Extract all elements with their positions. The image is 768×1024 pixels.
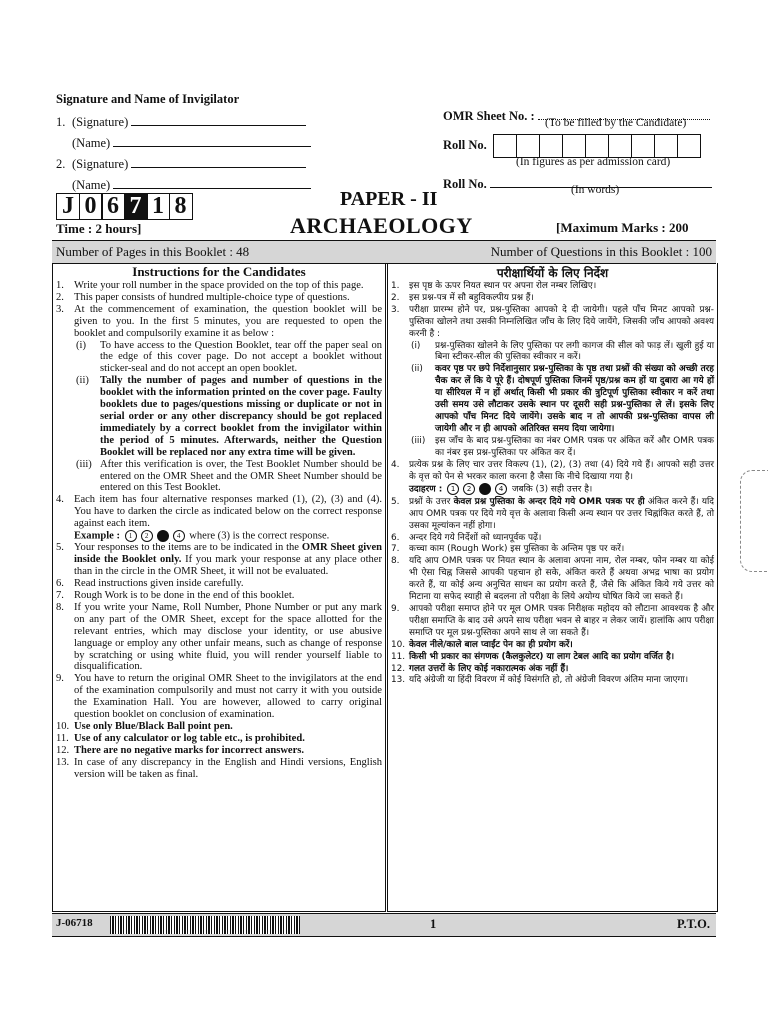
option-1-circle: 1 xyxy=(125,530,137,542)
list-item: 10. केवल नीले/काले बाल प्वाईंट पेन का ही प्रयोग करें। xyxy=(391,639,573,650)
hindi-heading: परीक्षार्थियों के लिए निर्देश xyxy=(496,266,609,280)
option-2-circle: 2 xyxy=(141,530,153,542)
list-item: 8. यदि आप OMR पत्रक पर नियत स्थान के अलावा अपना नाम, रोल नम्बर, फोन नम्बर या कोई भी ऐसा चिह्न जिससे आपकी पहचान हो सके, अंकित करते हैं अथवा अभद्र भाषा का प्रयोग करते हैं, या कोई अन्य अनुचित साधन का प्रयोग करते हैं, जैसे कि अंकित किये गये उत्तर को मिटाना या सफेद स्याही से बदलना तो परीक्षा के लिये अयोग्य घोषित किये जा सकते हैं। xyxy=(391,556,714,603)
option-3-filled-circle xyxy=(479,483,491,495)
list-item: 2. This paper consists of hundred multiple-choice type of questions. xyxy=(56,291,350,303)
list-item: 3. परीक्षा प्रारम्भ होने पर, प्रश्न-पुस्तिका आपको दे दी जायेगी। पहले पाँच मिनट आपको प्रश्न-पुस्तिका खोलने तथा उसकी निम्नलिखित जाँच के लिए दिये जायेंगे, जिसकी जाँच आपको अवश्य करनी है : (i) प्रश्न-पुस्तिका खोलने के लिए पुस्तिका पर लगी कागज की सील को फाड़ लें। खुली हुई या बिना स्टीकर-सील की पुस्तिका स्वीकार न करें। (ii) कवर पृष्ठ पर छपे निर्देशानुसार प्रश्न-पुस्तिका के पृष्ठ तथा प्रश्नों की संख्या को अच्छी तरह चैक कर लें कि ये पूरे हैं। दोषपूर्ण पुस्तिका जिनमें पृष्ठ/प्रश्न कम हों या दुबारा आ गये हों या सीरियल में न हों अर्थात् किसी भी प्रकार की त्रुटिपूर्ण पुस्तिका स्वीकार न करें तथा उसी समय उसे लौटाकर उसके स्थान पर दूसरी सही प्रश्न-पुस्तिका ले लें। इसके लिए आपको पाँच मिनट दिये जायेंगे। उसके बाद न तो आपकी प्रश्न-पुस्तिका वापस ली जायेगी और न ही आपको अतिरिक्त समय दिया जायेगा। (iii) इस जाँच के बाद प्रश्न-पुस्तिका का नंबर OMR पत्रक पर अंकित करें और OMR पत्रक का नंबर इस प्रश्न-पुस्तिका पर अंकित कर दें। xyxy=(391,304,714,458)
roll-words-note: (In words) xyxy=(571,184,620,196)
paper-title: PAPER - II xyxy=(340,188,438,210)
roll-no-boxes[interactable] xyxy=(494,134,701,158)
list-item: 12. There are no negative marks for incorrect answers. xyxy=(56,744,305,756)
list-item: 3. At the commencement of examination, the question booklet will be given to you. In the first 5 minutes, you are requested to open the booklet and compulsorily examine it as below : (i) To have access to the Question Booklet, tear off the paper seal on the edge of this cover page. Do not accept a booklet without sticker-seal and do not accept an open booklet. (ii) Tally the number of pages and number of questions in the booklet with the information printed on the cover page. Faulty booklets due to pages/questions missing or duplicate or not in serial order or any other discrepancy should be got replaced immediately by a correct booklet from the invigilator within the period of 5 minutes. Afterwards, neither the Question Booklet will be replaced nor any extra time will be given. (iii) After this verification is over, the Test Booklet Number should be entered on the OMR Sheet and the OMR Sheet Number should be entered on this Test Booklet. xyxy=(56,303,382,494)
signature-2-row: 2. (Signature) xyxy=(56,155,306,172)
omr-note: (To be filled by the Candidate) xyxy=(545,117,687,129)
footer-code: J-06718 xyxy=(56,917,93,929)
list-item: 9. You have to return the original OMR Sheet to the invigilators at the end of the examination compulsorily and must not carry it with you outside the Examination Hall. You are however, allowed to carry original question booklet on conclusion of examination. xyxy=(56,673,382,721)
list-item: 1. Write your roll number in the space provided on the top of this page. xyxy=(56,280,364,291)
list-item: 7. Rough Work is to be done in the end of this booklet. xyxy=(56,589,295,601)
max-marks: [Maximum Marks : 200 xyxy=(556,220,689,235)
list-item: 4. प्रत्येक प्रश्न के लिए चार उत्तर विकल्प (1), (2), (3) तथा (4) दिये गये हैं। आपको सही उत्तर के वृत्त को पेन से भरकर काला करना है जैसा कि नीचे दिखाया गया है। उदाहरण : 1 2 4 जबकि (3) सही उत्तर है। xyxy=(391,459,714,495)
roll-words-row: Roll No. xyxy=(443,175,712,192)
hindi-instructions xyxy=(387,263,718,912)
english-instructions xyxy=(52,263,386,912)
footer-bar xyxy=(52,913,716,937)
time-label: Time : 2 hours] xyxy=(56,221,142,236)
signature-2-line[interactable] xyxy=(131,155,306,168)
name-2-row: (Name) xyxy=(72,176,311,193)
signature-1-row: 1. (Signature) xyxy=(56,113,306,130)
page-number: 1 xyxy=(430,917,437,931)
list-item: 9. आपको परीक्षा समाप्त होने पर मूल OMR पत्रक निरीक्षक महोदय को लौटाना आवश्यक है और परीक्षा समाप्ति के बाद उसे अपने साथ परीक्षा भवन से बाहर न लेकर जायें। हालांकि आप परीक्षा समाप्ति पर मूल प्रश्न-पुस्तिका अपने साथ ले जा सकते हैं। xyxy=(391,603,714,638)
list-item: 13. In case of any discrepancy in the English and Hindi versions, English version will be taken as final. xyxy=(56,756,382,780)
roll-no-row: Roll No. xyxy=(443,134,701,158)
list-item: 12. गलत उत्तरों के लिए कोई नकारात्मक अंक नहीं हैं। xyxy=(391,663,569,674)
english-heading: Instructions for the Candidates xyxy=(132,264,306,279)
list-item: 13. यदि अंग्रेजी या हिंदी विवरण में कोई विसंगति हो, तो अंग्रेजी विवरण अंतिम माना जाएगा। xyxy=(391,675,689,686)
paper-code: J 0 6 7 1 8 xyxy=(56,193,191,220)
list-item: 5. प्रश्नों के उत्तर केवल प्रश्न पुस्तिका के अन्दर दिये गये OMR पत्रक पर ही अंकित करने हैं। यदि आप OMR पत्रक पर दिये गये वृत्त के अलावा किसी अन्य स्थान पर उत्तर चिह्नांकित करते हैं, तो उसका मूल्यांकन नहीं होगा। xyxy=(391,496,714,531)
list-item: 2. इस प्रश्न-पत्र में सौ बहुविकल्पीय प्रश्न हैं। xyxy=(391,292,534,303)
list-item: 1. इस पृष्ठ के ऊपर नियत स्थान पर अपना रोल नम्बर लिखिए। xyxy=(391,281,597,291)
list-item: 11. Use of any calculator or log table etc., is prohibited. xyxy=(56,732,305,744)
seal-tab[interactable] xyxy=(740,470,768,572)
roll-no-note: (In figures as per admission card) xyxy=(516,156,671,168)
booklet-info-bar xyxy=(52,240,716,264)
option-4-circle: 4 xyxy=(495,483,507,495)
option-1-circle: 1 xyxy=(447,483,459,495)
questions-count: Number of Questions in this Booklet : 100 xyxy=(490,244,712,259)
invigilator-heading: Signature and Name of Invigilator xyxy=(56,92,240,106)
pto-label: P.T.O. xyxy=(677,917,710,931)
list-item: 5. Your responses to the items are to be indicated in the OMR Sheet given inside the Booklet only. If you mark your response at any place other than in the circle in the OMR Sheet, it will not be evaluated. xyxy=(56,542,382,578)
name-2-line[interactable] xyxy=(113,176,311,189)
option-2-circle: 2 xyxy=(463,483,475,495)
signature-1-line[interactable] xyxy=(131,113,306,126)
subject-title: ARCHAEOLOGY xyxy=(290,213,473,238)
option-4-circle: 4 xyxy=(173,530,185,542)
list-item: 4. Each item has four alternative responses marked (1), (2), (3) and (4). You have to darken the circle as indicated below on the correct response against each item. Example : 1 2 4 where (3) is the correct response. xyxy=(56,494,382,542)
pages-count: Number of Pages in this Booklet : 48 xyxy=(56,244,250,259)
list-item: 10. Use only Blue/Black Ball point pen. xyxy=(56,720,233,732)
list-item: 8. If you write your Name, Roll Number, Phone Number or put any mark on any part of the OMR Sheet, except for the space allotted for the relevant entries, which may disclose your identity, or use abusive language or employ any other unfair means, such as change of response by scratching or using white fluid, you will render yourself liable to disqualification. xyxy=(56,601,382,673)
name-1-row: (Name) xyxy=(72,134,311,151)
name-1-line[interactable] xyxy=(113,134,311,147)
list-item: 6. अन्दर दिये गये निर्देशों को ध्यानपूर्वक पढ़ें। xyxy=(391,532,542,543)
list-item: 7. कच्चा काम (Rough Work) इस पुस्तिका के अन्तिम पृष्ठ पर करें। xyxy=(391,544,625,555)
option-3-filled-circle xyxy=(157,530,169,542)
list-item: 11. किसी भी प्रकार का संगणक (कैलकुलेटर) या लाग टेबल आदि का प्रयोग वर्जित है। xyxy=(391,651,675,662)
list-item: 6. Read instructions given inside carefully. xyxy=(56,578,244,590)
omr-sheet-row: OMR Sheet No. : xyxy=(443,107,710,124)
barcode-icon xyxy=(110,916,300,934)
